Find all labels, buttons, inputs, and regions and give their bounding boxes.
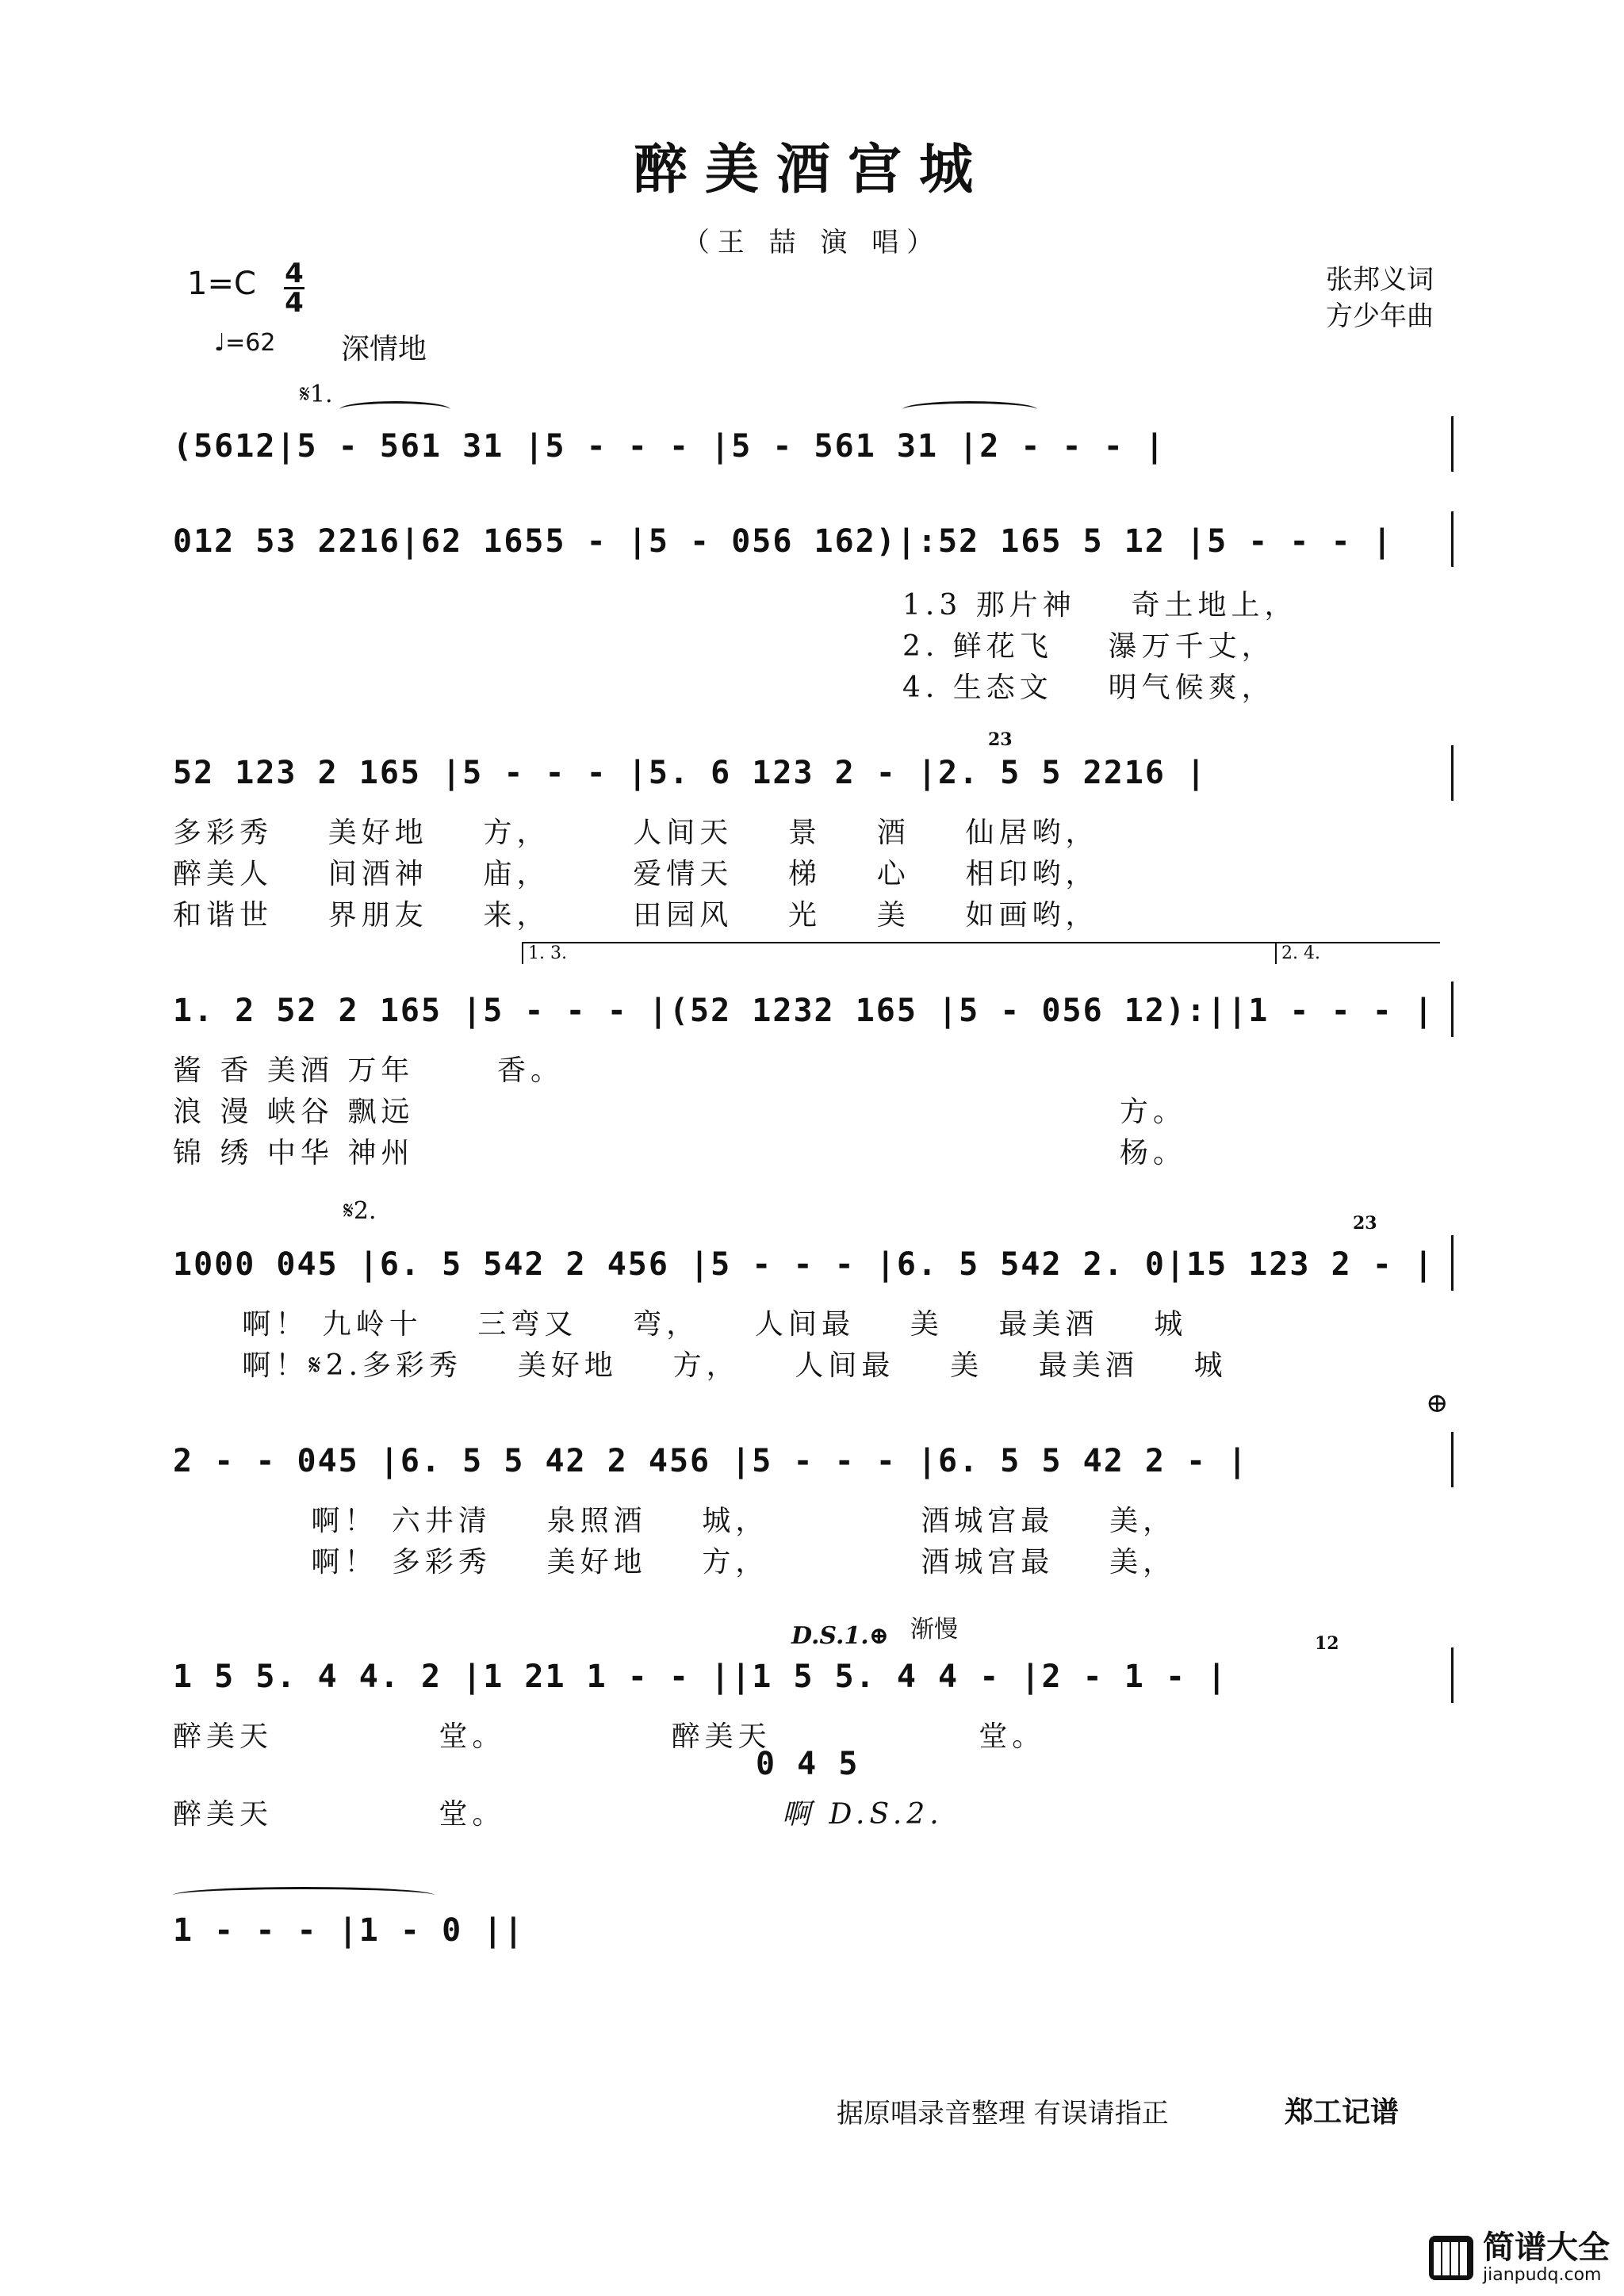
gradual-slowdown-mark: 渐慢 xyxy=(910,1616,958,1644)
singer-credit: （王 喆 演 唱） xyxy=(682,227,942,258)
slur xyxy=(173,1887,435,1904)
site-logo[interactable] xyxy=(1427,2230,1610,2285)
lyric-line: 和谐世 界朋友 来， 田园风 光 美 如画哟， xyxy=(173,899,1099,932)
score-system-7 xyxy=(173,1594,1457,1847)
barline xyxy=(1451,1647,1454,1703)
lyric-line: 4. 生态文 明气候爽， xyxy=(902,672,1275,704)
lyric-line: 醉美人 间酒神 庙， 爱情天 梯 心 相印哟， xyxy=(173,858,1099,890)
logo-text: 简谱大全 xyxy=(1483,2229,1610,2266)
grace-note: 23 xyxy=(1353,1213,1377,1234)
lyric-line: 多彩秀 美好地 方， 人间天 景 酒 仙居哟， xyxy=(173,817,1099,849)
song-title: 醉美酒宫城 xyxy=(633,139,990,201)
time-signature xyxy=(284,258,304,319)
lyric-line: 浪 漫 峡谷 飘远 方。 xyxy=(173,1096,1186,1128)
score-system-3 xyxy=(173,721,1457,932)
volta-bracket-2 xyxy=(1275,942,1440,964)
grace-note: 23 xyxy=(988,729,1013,750)
composer: 方少年曲 xyxy=(1326,300,1434,332)
slur xyxy=(339,401,450,418)
alternate-notation: 0 4 5 xyxy=(756,1746,860,1782)
score-system-6 xyxy=(173,1387,1457,1578)
notation-row-3: 52 123 2 165 |5 - - - |5. 6 123 2 - |2. 5 5 2216 | xyxy=(173,755,1208,791)
footer-note: 据原唱录音整理 有误请指正 xyxy=(837,2098,1169,2130)
tempo-mark: ♩=62 xyxy=(214,329,276,357)
score-system-5 xyxy=(173,1189,1457,1387)
piano-keys-icon xyxy=(1427,2234,1475,2282)
notation-row-7: 1 5 5. 4 4. 2 |1 21 1 - - ||1 5 5. 4 4 - |2 - 1 - | xyxy=(173,1659,1228,1695)
score-system-4 xyxy=(173,936,1457,1173)
volta-1-label: 1. 3. xyxy=(528,943,567,963)
barline xyxy=(1451,1432,1454,1487)
barline xyxy=(1451,1235,1454,1291)
segno-1: 𝄋1. xyxy=(300,381,333,408)
segno-2: 𝄋2. xyxy=(343,1197,377,1225)
score-system-8 xyxy=(173,1879,1457,1974)
lyric-line: 2. 鲜花飞 瀑万千丈， xyxy=(902,630,1275,663)
lyric-line: 啊！ 六井清 泉照酒 城， 酒城宫最 美， xyxy=(173,1505,1177,1537)
lyric-line: 啊！ 多彩秀 美好地 方， 酒城宫最 美， xyxy=(173,1546,1177,1578)
score-system-1 xyxy=(173,373,1457,468)
notation-row-1: (5612|5 - 561 31 |5 - - - |5 - 561 31 |2 - - - | xyxy=(173,428,1166,465)
notation-row-4: 1. 2 52 2 165 |5 - - - |(52 1232 165 |5 - 056 12):||1 - - - | xyxy=(173,993,1435,1029)
notation-row-8: 1 - - - |1 - 0 || xyxy=(173,1912,525,1949)
key-signature: 1=C xyxy=(187,266,256,302)
volta-2-label: 2. 4. xyxy=(1281,943,1320,963)
lyric-line: 醉美天 堂。 xyxy=(173,1798,506,1831)
lyric-line: 啊！ 九岭十 三弯又 弯， 人间最 美 最美酒 城 xyxy=(173,1308,1188,1341)
ds1-label: D.S.1. xyxy=(791,1622,869,1650)
coda-symbol: ⊕ xyxy=(1426,1387,1449,1419)
notation-row-5: 1000 045 |6. 5 542 2 456 |5 - - - |6. 5 542 2. 0|15 123 2 - | xyxy=(173,1246,1435,1283)
ds1-mark xyxy=(791,1622,889,1650)
expression-mark: 深情地 xyxy=(341,333,427,365)
transcriber-credit: 郑工记谱 xyxy=(1285,2096,1400,2129)
lyric-line: 啊！𝄋2.多彩秀 美好地 方， 人间最 美 最美酒 城 xyxy=(173,1349,1228,1382)
time-sig-bottom: 4 xyxy=(285,287,304,319)
lyric-line: 酱 香 美酒 万年 香。 xyxy=(173,1054,564,1087)
barline xyxy=(1451,982,1454,1037)
lyricist: 张邦义词 xyxy=(1326,264,1434,296)
logo-url: jianpudq.com xyxy=(1483,2265,1602,2285)
ds1-coda-symbol: ⊕ xyxy=(868,1622,889,1650)
notation-row-6: 2 - - 045 |6. 5 5 42 2 456 |5 - - - |6. 5 5 42 2 - | xyxy=(173,1443,1249,1479)
ds2-mark: 啊 D.S.2. xyxy=(782,1798,944,1831)
barline xyxy=(1451,416,1454,472)
time-sig-top: 4 xyxy=(285,258,304,289)
slur xyxy=(902,401,1037,418)
barline xyxy=(1451,511,1454,567)
lyric-line: 锦 绣 中华 神州 杨。 xyxy=(173,1137,1186,1169)
lyric-line: 1.3 那片神 奇土地上， xyxy=(902,589,1298,622)
score-system-2 xyxy=(173,507,1457,704)
lyric-line: 醉美天 堂。 醉美天 堂。 xyxy=(173,1720,1046,1753)
grace-note: 12 xyxy=(1315,1633,1339,1654)
credits xyxy=(1326,262,1434,335)
notation-row-2: 012 53 2216|62 1655 - |5 - 056 162)|:52 165 5 12 |5 - - - | xyxy=(173,523,1393,560)
barline xyxy=(1451,745,1454,801)
